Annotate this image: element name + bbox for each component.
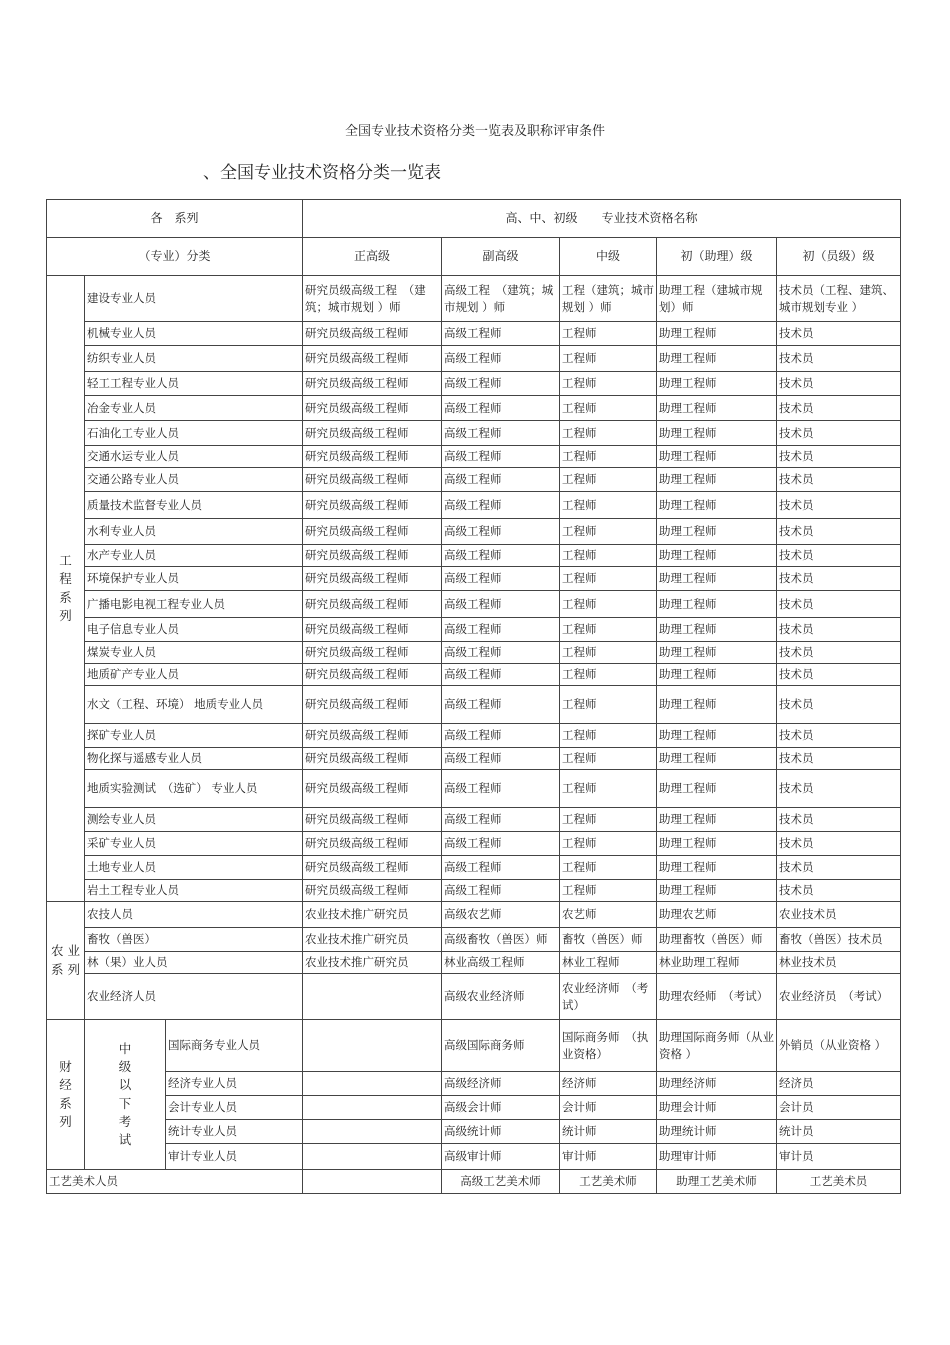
qualification-cell: 高级农艺师 — [442, 902, 560, 928]
qualification-cell: 工艺美术师 — [560, 1170, 657, 1194]
table-row — [47, 974, 901, 1020]
specialty-cell: 国际商务专业人员 — [166, 1020, 303, 1072]
qualification-cell: 研究员级高级工程师 — [303, 372, 442, 396]
qualification-cell: 工程师 — [560, 686, 657, 724]
qualification-cell: 高级工程师 — [442, 808, 560, 832]
table-row — [47, 1072, 901, 1096]
qualification-cell: 技术员 — [777, 567, 901, 591]
qualification-cell: 高级工程师 — [442, 591, 560, 618]
header-group: 高、中、初级 专业技术资格名称 — [303, 200, 901, 238]
qualification-table — [46, 199, 901, 1194]
qualification-cell: 工程师 — [560, 724, 657, 748]
specialty-cell: 统计专业人员 — [166, 1120, 303, 1144]
specialty-cell: 工艺美术人员 — [47, 1170, 303, 1194]
qualification-cell: 助理工程师 — [657, 770, 777, 808]
qualification-cell: 工程师 — [560, 396, 657, 421]
qualification-cell: 研究员级高级工程师 — [303, 446, 442, 468]
table-row — [47, 880, 901, 902]
qualification-cell: 工程（建筑；城市规划 ）师 — [560, 276, 657, 322]
qualification-cell: 助理工程师 — [657, 421, 777, 446]
qualification-cell: 研究员级高级工程师 — [303, 322, 442, 346]
qualification-cell: 统计员 — [777, 1120, 901, 1144]
qualification-cell: 助理农经师 （考试） — [657, 974, 777, 1020]
qualification-cell: 高级国际商务师 — [442, 1020, 560, 1072]
qualification-cell: 技术员 — [777, 591, 901, 618]
specialty-cell: 煤炭专业人员 — [85, 642, 303, 664]
specialty-cell: 岩土工程专业人员 — [85, 880, 303, 902]
qualification-cell: 研究员级高级工程师 — [303, 468, 442, 492]
qualification-cell: 研究员级高级工程师 — [303, 591, 442, 618]
qualification-cell: 高级工程师 — [442, 642, 560, 664]
qualification-cell: 助理工程师 — [657, 832, 777, 856]
qualification-cell: 高级工程师 — [442, 322, 560, 346]
table-row — [47, 492, 901, 519]
specialty-cell: 交通公路专业人员 — [85, 468, 303, 492]
qualification-cell — [303, 1072, 442, 1096]
qualification-cell: 技术员 — [777, 880, 901, 902]
qualification-cell: 工程师 — [560, 519, 657, 545]
qualification-cell: 技术员 — [777, 421, 901, 446]
qualification-cell: 技术员（工程、建筑、城市规划专业 ） — [777, 276, 901, 322]
qualification-cell: 技术员 — [777, 832, 901, 856]
qualification-cell: 农业技术员 — [777, 902, 901, 928]
qualification-cell: 助理工程师 — [657, 686, 777, 724]
qualification-cell: 畜牧（兽医）技术员 — [777, 928, 901, 952]
qualification-cell: 高级工程师 — [442, 618, 560, 642]
specialty-cell: 水产专业人员 — [85, 545, 303, 567]
qualification-cell: 助理工程师 — [657, 519, 777, 545]
qualification-cell: 助理国际商务师（从业资格 ） — [657, 1020, 777, 1072]
qualification-cell: 工程师 — [560, 856, 657, 880]
qualification-cell: 助理工艺美术师 — [657, 1170, 777, 1194]
table-row — [47, 808, 901, 832]
specialty-cell: 石油化工专业人员 — [85, 421, 303, 446]
qualification-cell: 会计师 — [560, 1096, 657, 1120]
qualification-cell: 研究员级高级工程师 — [303, 642, 442, 664]
specialty-cell: 林（果）业人员 — [85, 952, 303, 974]
qualification-cell: 高级工程 （建筑；城市规划 ）师 — [442, 276, 560, 322]
table-row — [47, 618, 901, 642]
qualification-cell: 助理畜牧（兽医）师 — [657, 928, 777, 952]
table-row — [47, 567, 901, 591]
qualification-cell: 技术员 — [777, 664, 901, 686]
header-category-sub: （专业）分类 — [47, 238, 303, 276]
qualification-cell: 林业助理工程师 — [657, 952, 777, 974]
qualification-cell: 审计员 — [777, 1144, 901, 1170]
qualification-cell: 助理工程师 — [657, 642, 777, 664]
qualification-cell: 助理工程师 — [657, 724, 777, 748]
qualification-cell: 高级工程师 — [442, 880, 560, 902]
qualification-cell: 技术员 — [777, 808, 901, 832]
qualification-cell: 高级工程师 — [442, 770, 560, 808]
table-row — [47, 748, 901, 770]
qualification-cell: 高级工程师 — [442, 468, 560, 492]
qualification-cell: 研究员级高级工程师 — [303, 808, 442, 832]
specialty-cell: 地质矿产专业人员 — [85, 664, 303, 686]
section-title: 、全国专业技术资格分类一览表 — [203, 163, 441, 183]
qualification-cell: 工程师 — [560, 468, 657, 492]
qualification-cell: 高级工程师 — [442, 346, 560, 372]
qualification-cell: 助理工程师 — [657, 372, 777, 396]
qualification-cell: 工程师 — [560, 664, 657, 686]
table-row — [47, 1020, 901, 1072]
qualification-cell: 经济师 — [560, 1072, 657, 1096]
qualification-cell: 技术员 — [777, 492, 901, 519]
table-row — [47, 724, 901, 748]
table-row — [47, 446, 901, 468]
qualification-cell: 研究员级高级工程师 — [303, 492, 442, 519]
table-row — [47, 770, 901, 808]
qualification-cell: 研究员级高级工程师 — [303, 396, 442, 421]
qualification-cell: 高级工程师 — [442, 421, 560, 446]
qualification-cell: 工程师 — [560, 748, 657, 770]
qualification-cell: 研究员级高级工程师 — [303, 545, 442, 567]
qualification-cell: 高级工程师 — [442, 446, 560, 468]
qualification-cell — [303, 1144, 442, 1170]
specialty-cell: 轻工工程专业人员 — [85, 372, 303, 396]
qualification-cell: 高级工艺美术师 — [442, 1170, 560, 1194]
table-row — [47, 372, 901, 396]
qualification-cell: 研究员级高级工程师 — [303, 664, 442, 686]
table-row — [47, 1120, 901, 1144]
qualification-cell: 工程师 — [560, 567, 657, 591]
qualification-cell: 研究员级高级工程师 — [303, 724, 442, 748]
qualification-cell: 统计师 — [560, 1120, 657, 1144]
specialty-cell: 探矿专业人员 — [85, 724, 303, 748]
qualification-cell: 技术员 — [777, 519, 901, 545]
qualification-cell: 助理工程师 — [657, 492, 777, 519]
specialty-cell: 土地专业人员 — [85, 856, 303, 880]
specialty-cell: 质量技术监督专业人员 — [85, 492, 303, 519]
qualification-cell: 技术员 — [777, 545, 901, 567]
qualification-cell: 助理工程师 — [657, 322, 777, 346]
qualification-cell: 高级工程师 — [442, 372, 560, 396]
qualification-cell: 技术员 — [777, 686, 901, 724]
table-row — [47, 591, 901, 618]
header-level: 初（助理）级 — [657, 238, 777, 276]
finance-sub-label: 中 级 以 下 考 试 — [85, 1020, 166, 1170]
table-row — [47, 545, 901, 567]
header-level: 正高级 — [303, 238, 442, 276]
qualification-cell: 助理工程师 — [657, 664, 777, 686]
table-row — [47, 346, 901, 372]
qualification-cell: 助理工程师 — [657, 880, 777, 902]
specialty-cell: 冶金专业人员 — [85, 396, 303, 421]
qualification-cell: 技术员 — [777, 446, 901, 468]
qualification-cell: 工程师 — [560, 372, 657, 396]
qualification-cell: 农业技术推广研究员 — [303, 952, 442, 974]
table-row — [47, 519, 901, 545]
qualification-cell: 助理工程（建城市规划）师 — [657, 276, 777, 322]
qualification-cell: 助理农艺师 — [657, 902, 777, 928]
table-row — [47, 276, 901, 322]
specialty-cell: 水利专业人员 — [85, 519, 303, 545]
qualification-cell: 研究员级高级工程师 — [303, 832, 442, 856]
qualification-cell: 农艺师 — [560, 902, 657, 928]
table-row — [47, 952, 901, 974]
qualification-cell: 研究员级高级工程师 — [303, 618, 442, 642]
qualification-cell: 高级工程师 — [442, 664, 560, 686]
qualification-cell: 农业经济员 （考试） — [777, 974, 901, 1020]
table-row — [47, 664, 901, 686]
qualification-cell: 高级工程师 — [442, 545, 560, 567]
specialty-cell: 会计专业人员 — [166, 1096, 303, 1120]
specialty-cell: 机械专业人员 — [85, 322, 303, 346]
qualification-cell: 工程师 — [560, 770, 657, 808]
qualification-cell: 工程师 — [560, 446, 657, 468]
qualification-cell: 研究员级高级工程师 — [303, 346, 442, 372]
table-row — [47, 421, 901, 446]
table-row — [47, 832, 901, 856]
qualification-cell: 林业高级工程师 — [442, 952, 560, 974]
qualification-cell: 工程师 — [560, 618, 657, 642]
specialty-cell: 环境保护专业人员 — [85, 567, 303, 591]
qualification-cell: 高级工程师 — [442, 856, 560, 880]
qualification-cell: 高级工程师 — [442, 686, 560, 724]
qualification-cell: 研究员级高级工程师 — [303, 748, 442, 770]
qualification-cell: 工程师 — [560, 545, 657, 567]
qualification-cell: 技术员 — [777, 642, 901, 664]
series-label-agriculture: 农 业 系 列 — [47, 902, 85, 1020]
specialty-cell: 测绘专业人员 — [85, 808, 303, 832]
specialty-cell: 农技人员 — [85, 902, 303, 928]
qualification-cell: 研究员级高级工程师 — [303, 880, 442, 902]
specialty-cell: 交通水运专业人员 — [85, 446, 303, 468]
qualification-cell: 工程师 — [560, 492, 657, 519]
header-level: 中级 — [560, 238, 657, 276]
qualification-cell: 工程师 — [560, 421, 657, 446]
qualification-cell: 助理工程师 — [657, 856, 777, 880]
qualification-cell: 助理工程师 — [657, 446, 777, 468]
qualification-cell: 高级工程师 — [442, 567, 560, 591]
qualification-cell: 助理工程师 — [657, 618, 777, 642]
qualification-cell: 助理审计师 — [657, 1144, 777, 1170]
qualification-cell: 高级工程师 — [442, 724, 560, 748]
qualification-cell: 林业工程师 — [560, 952, 657, 974]
specialty-cell: 审计专业人员 — [166, 1144, 303, 1170]
qualification-cell: 助理工程师 — [657, 468, 777, 492]
specialty-cell: 电子信息专业人员 — [85, 618, 303, 642]
qualification-cell: 工程师 — [560, 832, 657, 856]
qualification-cell: 研究员级高级工程师 — [303, 686, 442, 724]
qualification-cell: 农业技术推广研究员 — [303, 902, 442, 928]
specialty-cell: 采矿专业人员 — [85, 832, 303, 856]
qualification-cell: 高级工程师 — [442, 748, 560, 770]
qualification-cell: 外销员（从业资格 ） — [777, 1020, 901, 1072]
specialty-cell: 地质实验测试 （选矿） 专业人员 — [85, 770, 303, 808]
qualification-cell: 研究员级高级工程师 — [303, 421, 442, 446]
qualification-cell: 研究员级高级工程师 — [303, 519, 442, 545]
table-row — [47, 642, 901, 664]
qualification-cell: 工程师 — [560, 346, 657, 372]
document-title: 全国专业技术资格分类一览表及职称评审条件 — [344, 124, 605, 139]
qualification-cell: 技术员 — [777, 724, 901, 748]
series-label-finance: 财 经 系 列 — [47, 1020, 85, 1170]
series-label-engineering: 工 程 系 列 — [47, 276, 85, 902]
header-category: 各 系列 — [47, 200, 303, 238]
qualification-cell: 助理工程师 — [657, 591, 777, 618]
qualification-cell: 经济员 — [777, 1072, 901, 1096]
qualification-cell: 研究员级高级工程师 — [303, 770, 442, 808]
qualification-cell: 研究员级高级工程师 — [303, 856, 442, 880]
qualification-cell: 助理工程师 — [657, 396, 777, 421]
table-row — [47, 928, 901, 952]
qualification-cell: 研究员级高级工程师 — [303, 567, 442, 591]
header-level: 副高级 — [442, 238, 560, 276]
specialty-cell: 农业经济人员 — [85, 974, 303, 1020]
qualification-cell: 高级工程师 — [442, 396, 560, 421]
specialty-cell: 畜牧（兽医） — [85, 928, 303, 952]
qualification-cell — [303, 974, 442, 1020]
qualification-cell: 助理工程师 — [657, 545, 777, 567]
specialty-cell: 水文（工程、环境） 地质专业人员 — [85, 686, 303, 724]
table-row — [47, 1096, 901, 1120]
specialty-cell: 纺织专业人员 — [85, 346, 303, 372]
qualification-cell: 技术员 — [777, 770, 901, 808]
qualification-cell: 助理工程师 — [657, 346, 777, 372]
table-row — [47, 856, 901, 880]
table-row — [47, 902, 901, 928]
qualification-cell: 畜牧（兽医）师 — [560, 928, 657, 952]
table-row — [47, 1144, 901, 1170]
specialty-cell: 建设专业人员 — [85, 276, 303, 322]
qualification-cell: 农业经济师 （考试） — [560, 974, 657, 1020]
qualification-cell: 工程师 — [560, 808, 657, 832]
qualification-cell: 助理工程师 — [657, 567, 777, 591]
qualification-cell: 工程师 — [560, 880, 657, 902]
qualification-cell — [303, 1020, 442, 1072]
specialty-cell: 物化探与遥感专业人员 — [85, 748, 303, 770]
qualification-cell: 工程师 — [560, 642, 657, 664]
qualification-cell: 技术员 — [777, 396, 901, 421]
qualification-cell: 审计师 — [560, 1144, 657, 1170]
qualification-cell: 研究员级高级工程 （建筑；城市规划 ）师 — [303, 276, 442, 322]
qualification-cell: 技术员 — [777, 856, 901, 880]
table-row — [47, 322, 901, 346]
qualification-cell: 技术员 — [777, 618, 901, 642]
qualification-cell: 工程师 — [560, 322, 657, 346]
table-row — [47, 1170, 901, 1194]
qualification-cell: 技术员 — [777, 372, 901, 396]
table-row — [47, 468, 901, 492]
qualification-cell: 高级审计师 — [442, 1144, 560, 1170]
qualification-cell: 技术员 — [777, 748, 901, 770]
qualification-cell: 技术员 — [777, 322, 901, 346]
qualification-cell: 技术员 — [777, 346, 901, 372]
qualification-cell: 国际商务师 （执业资格） — [560, 1020, 657, 1072]
qualification-cell: 高级工程师 — [442, 492, 560, 519]
header-level: 初（员级）级 — [777, 238, 901, 276]
qualification-cell — [303, 1096, 442, 1120]
table-row — [47, 396, 901, 421]
qualification-cell: 高级统计师 — [442, 1120, 560, 1144]
qualification-cell — [303, 1120, 442, 1144]
qualification-cell: 会计员 — [777, 1096, 901, 1120]
qualification-cell: 助理统计师 — [657, 1120, 777, 1144]
qualification-cell: 工艺美术员 — [777, 1170, 901, 1194]
qualification-cell: 高级经济师 — [442, 1072, 560, 1096]
qualification-cell: 高级畜牧（兽医）师 — [442, 928, 560, 952]
qualification-cell: 高级农业经济师 — [442, 974, 560, 1020]
qualification-cell: 林业技术员 — [777, 952, 901, 974]
qualification-cell: 高级工程师 — [442, 832, 560, 856]
qualification-cell: 助理工程师 — [657, 748, 777, 770]
qualification-cell — [303, 1170, 442, 1194]
qualification-cell: 助理工程师 — [657, 808, 777, 832]
qualification-cell: 农业技术推广研究员 — [303, 928, 442, 952]
qualification-cell: 高级工程师 — [442, 519, 560, 545]
qualification-cell: 助理经济师 — [657, 1072, 777, 1096]
specialty-cell: 经济专业人员 — [166, 1072, 303, 1096]
qualification-cell: 工程师 — [560, 591, 657, 618]
table-row — [47, 686, 901, 724]
specialty-cell: 广播电影电视工程专业人员 — [85, 591, 303, 618]
qualification-cell: 技术员 — [777, 468, 901, 492]
qualification-cell: 高级会计师 — [442, 1096, 560, 1120]
qualification-cell: 助理会计师 — [657, 1096, 777, 1120]
